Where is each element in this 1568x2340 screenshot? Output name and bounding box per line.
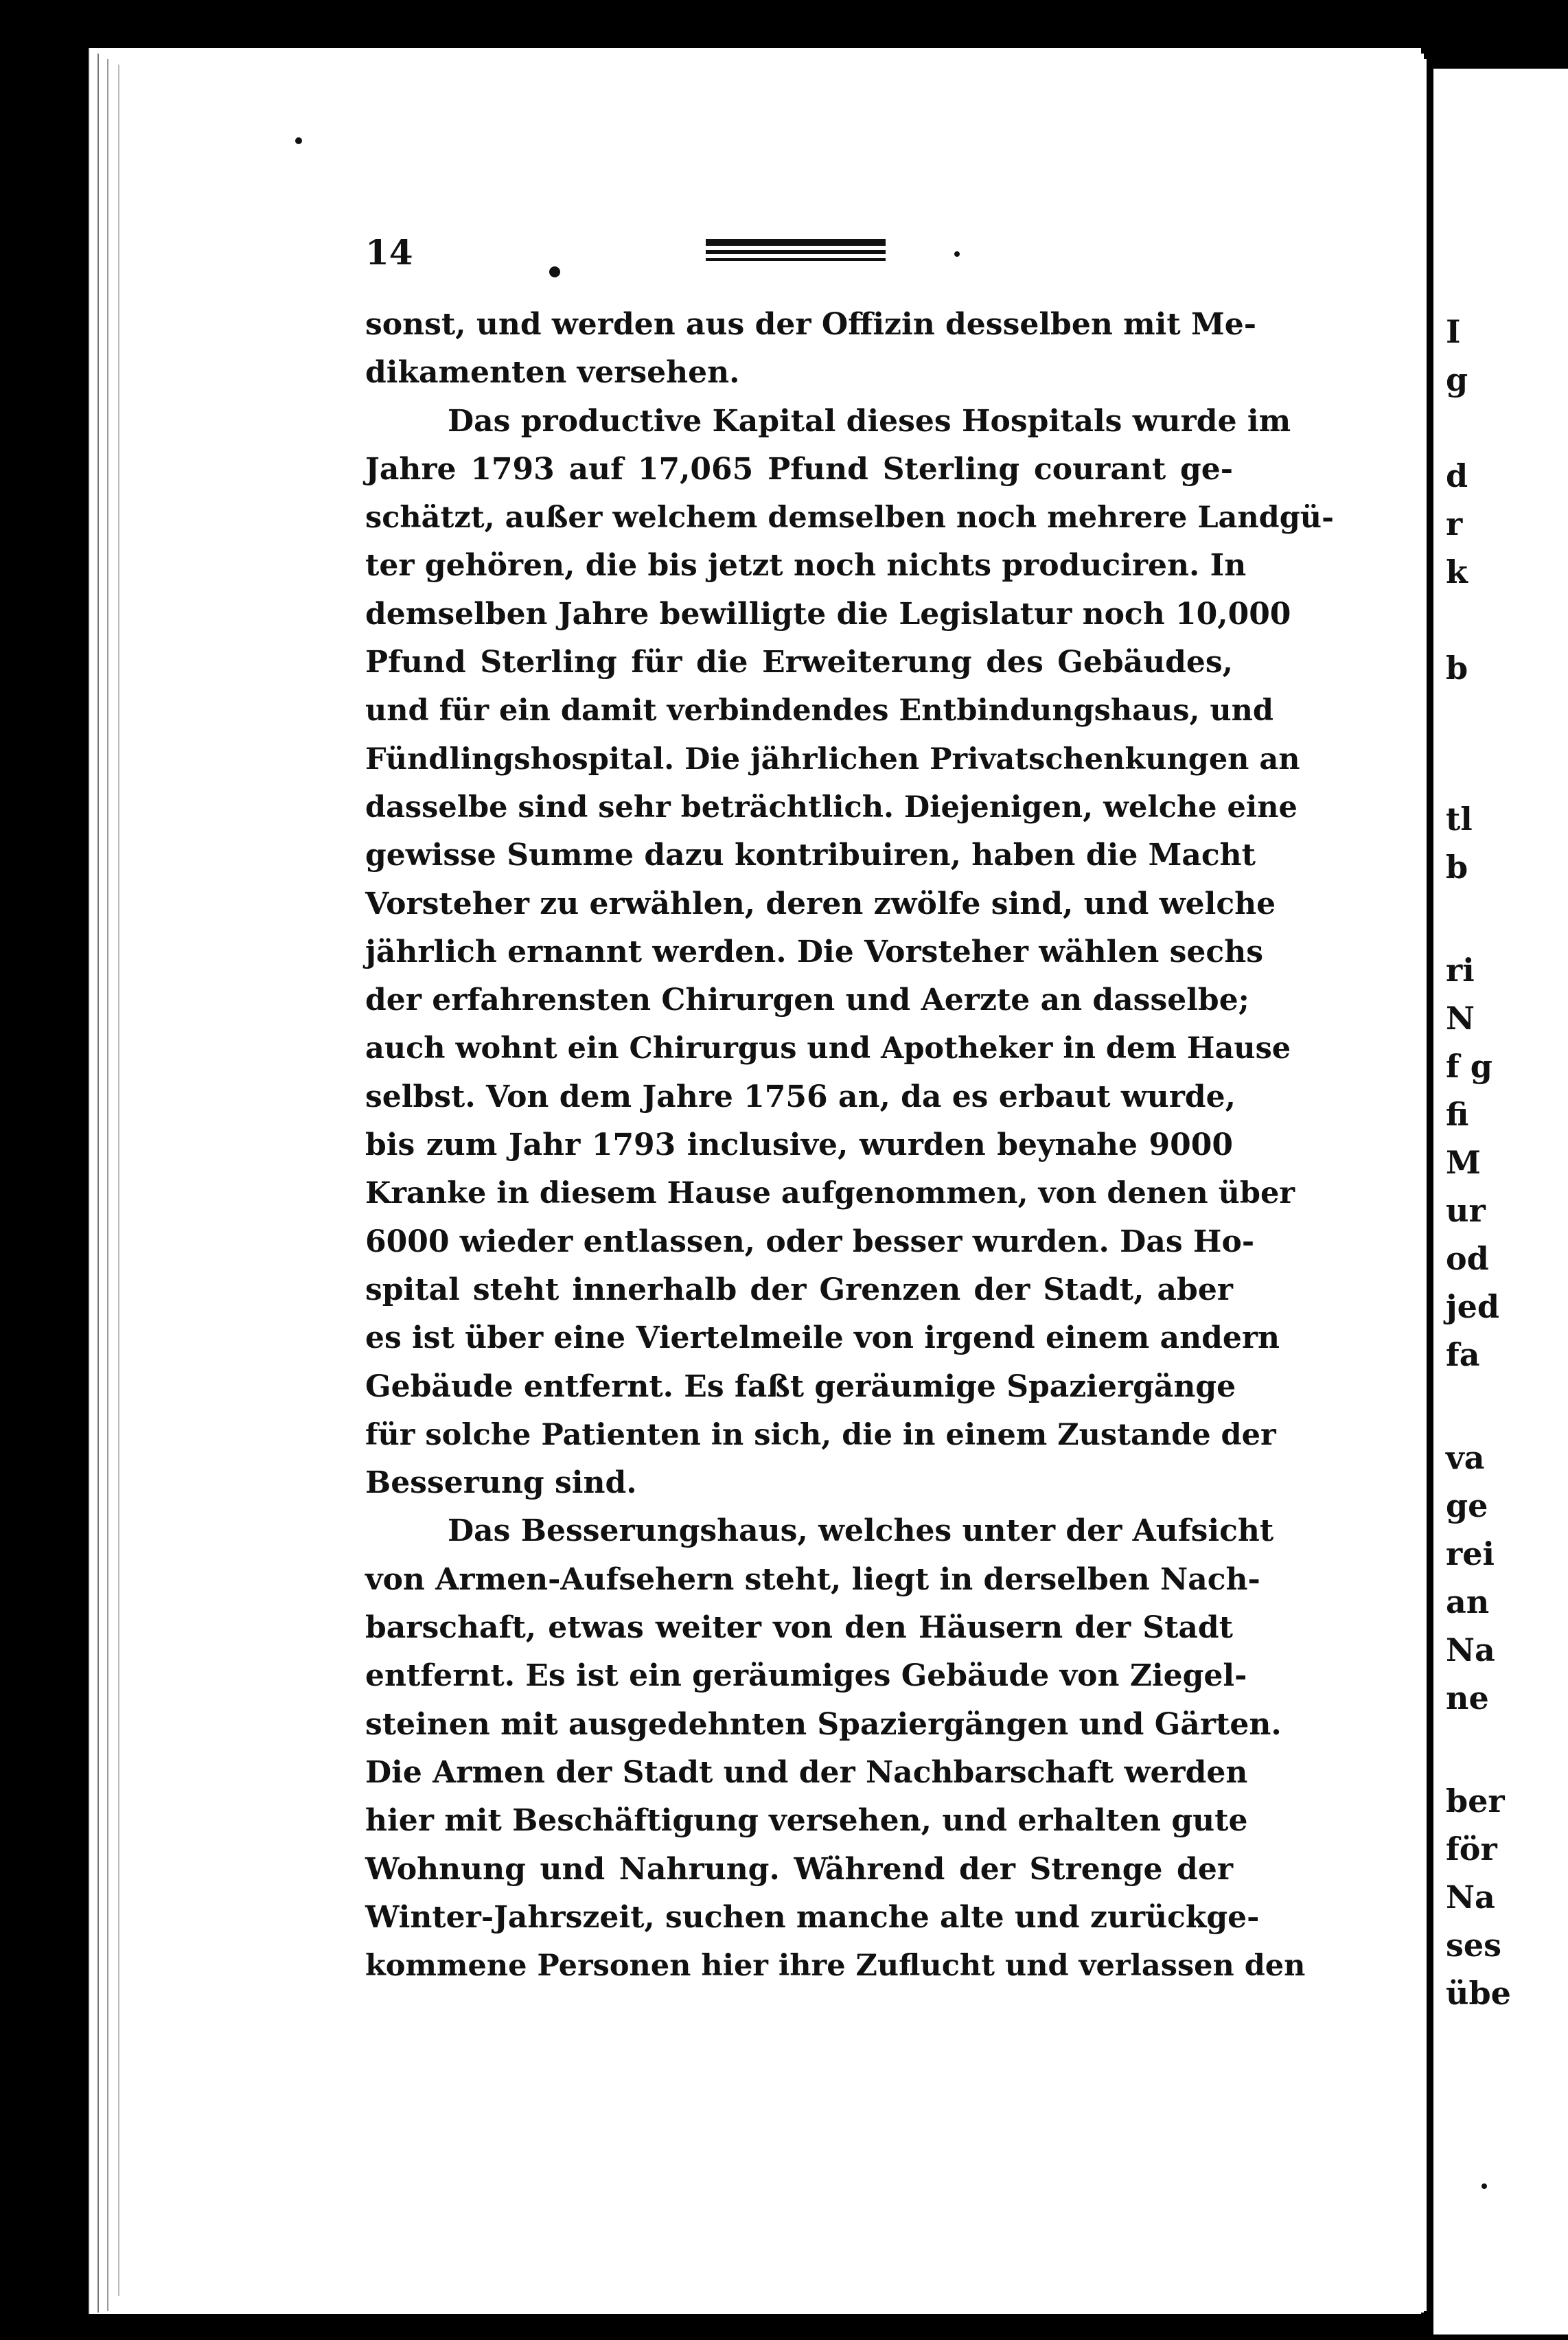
facing-fragment: g <box>1446 361 1468 398</box>
text-line: ter gehören, die bis jetzt noch nichts produciren. In <box>365 548 1247 584</box>
facing-fragment: jed <box>1446 1288 1500 1325</box>
text-line: kommene Personen hier ihre Zuflucht und verlassen den <box>365 1949 1306 1984</box>
text-line: Das productive Kapital dieses Hospitals wurde im <box>448 403 1291 439</box>
text-line: selbst. Von dem Jahre 1756 an, da es erbaut wurde, <box>365 1079 1236 1114</box>
text-line: spital steht innerhalb der Grenzen der Stadt, aber <box>365 1272 1233 1307</box>
text-line: für solche Patienten in sich, die in einem Zustande der <box>365 1417 1276 1452</box>
facing-fragment: rei <box>1446 1535 1495 1572</box>
facing-fragment: f g <box>1446 1048 1492 1085</box>
facing-fragment: ses <box>1446 1927 1502 1964</box>
facing-fragment: an <box>1446 1583 1490 1620</box>
text-line: demselben Jahre bewilligte die Legislatur noch 10,000 <box>365 596 1291 632</box>
facing-page <box>1433 69 1568 2335</box>
text-line: jährlich ernannt werden. Die Vorsteher wählen sechs <box>365 934 1263 970</box>
ink-speck <box>954 251 960 257</box>
ink-speck <box>1481 2183 1487 2189</box>
text-line: Vorsteher zu erwählen, deren zwölfe sind, und welche <box>365 886 1276 921</box>
text-line: steinen mit ausgedehnten Spaziergängen und Gärten. <box>365 1706 1282 1742</box>
text-line: von Armen-Aufsehern steht, liegt in derselben Nach- <box>365 1561 1260 1597</box>
text-line: schätzt, außer welchem demselben noch mehrere Landgü- <box>365 501 1334 536</box>
facing-fragment: va <box>1446 1439 1485 1476</box>
header-rule <box>706 239 886 264</box>
facing-fragment: fi <box>1446 1096 1469 1133</box>
text-line: Jahre 1793 auf 17,065 Pfund Sterling courant ge- <box>365 451 1233 487</box>
text-line: entfernt. Es ist ein geräumiges Gebäude von Ziegel- <box>365 1658 1247 1694</box>
text-line: gewisse Summe dazu kontribuiren, haben die Macht <box>365 838 1256 873</box>
facing-fragment: för <box>1446 1831 1497 1868</box>
body-text <box>365 301 1334 1990</box>
text-line: hier mit Beschäftigung versehen, und erhalten gute <box>365 1803 1248 1839</box>
ink-speck <box>549 266 560 277</box>
facing-fragment: r <box>1446 505 1463 542</box>
text-line: der erfahrensten Chirurgen und Aerzte an dasselbe; <box>365 983 1249 1018</box>
facing-fragment: Na <box>1446 1879 1495 1916</box>
facing-fragment: N <box>1446 1000 1475 1037</box>
facing-fragment: d <box>1446 457 1468 494</box>
rule-bar <box>706 239 886 246</box>
facing-fragment: Na <box>1446 1631 1495 1668</box>
text-line: 6000 wieder entlassen, oder besser wurden. Das Ho- <box>365 1224 1255 1259</box>
facing-fragment: k <box>1446 553 1468 590</box>
facing-fragment: b <box>1446 650 1468 687</box>
text-line: dasselbe sind sehr beträchtlich. Diejenigen, welche eine <box>365 790 1298 825</box>
text-line: Pfund Sterling für die Erweiterung des Gebäudes, <box>365 645 1233 680</box>
facing-fragment: fa <box>1446 1336 1480 1373</box>
page-number: 14 <box>365 232 413 273</box>
facing-fragment: ber <box>1446 1782 1505 1820</box>
text-line: bis zum Jahr 1793 inclusive, wurden beynahe 9000 <box>365 1127 1233 1163</box>
text-line: es ist über eine Viertelmeile von irgend einem andern <box>365 1320 1280 1356</box>
text-line: barschaft, etwas weiter von den Häusern der Stadt <box>365 1610 1233 1646</box>
facing-fragment: M <box>1446 1144 1481 1181</box>
facing-fragment: b <box>1446 849 1468 886</box>
text-line: Besserung sind. <box>365 1465 637 1501</box>
text-line: Fündlingshospital. Die jährlichen Privatschenkungen an <box>365 742 1300 777</box>
text-line: dikamenten versehen. <box>365 355 740 391</box>
facing-fragment: ri <box>1446 952 1475 989</box>
text-line: Wohnung und Nahrung. Während der Strenge der <box>365 1851 1233 1887</box>
text-line: Die Armen der Stadt und der Nachbarschaft werden <box>365 1754 1248 1790</box>
text-line: sonst, und werden aus der Offizin desselben mit Me- <box>365 307 1256 342</box>
text-line: und für ein damit verbindendes Entbindungshaus, und <box>365 693 1273 729</box>
facing-fragment: übe <box>1446 1975 1511 2012</box>
rule-bar <box>706 258 886 261</box>
text-line: Kranke in diesem Hause aufgenommen, von denen über <box>365 1176 1295 1211</box>
facing-fragment: tl <box>1446 801 1473 838</box>
facing-fragment: I <box>1446 313 1461 350</box>
facing-fragment: ne <box>1446 1679 1489 1717</box>
text-line: Gebäude entfernt. Es faßt geräumige Spaziergänge <box>365 1368 1236 1404</box>
facing-fragment: od <box>1446 1240 1489 1277</box>
text-line: auch wohnt ein Chirurgus und Apotheker in dem Hause <box>365 1031 1291 1066</box>
ink-speck <box>295 137 302 144</box>
rule-bar <box>706 250 886 254</box>
facing-fragment: ge <box>1446 1487 1488 1524</box>
text-line: Winter-Jahrszeit, suchen manche alte und zurückge- <box>365 1899 1260 1935</box>
text-line: Das Besserungshaus, welches unter der Aufsicht <box>448 1513 1274 1549</box>
facing-fragment: ur <box>1446 1192 1486 1229</box>
